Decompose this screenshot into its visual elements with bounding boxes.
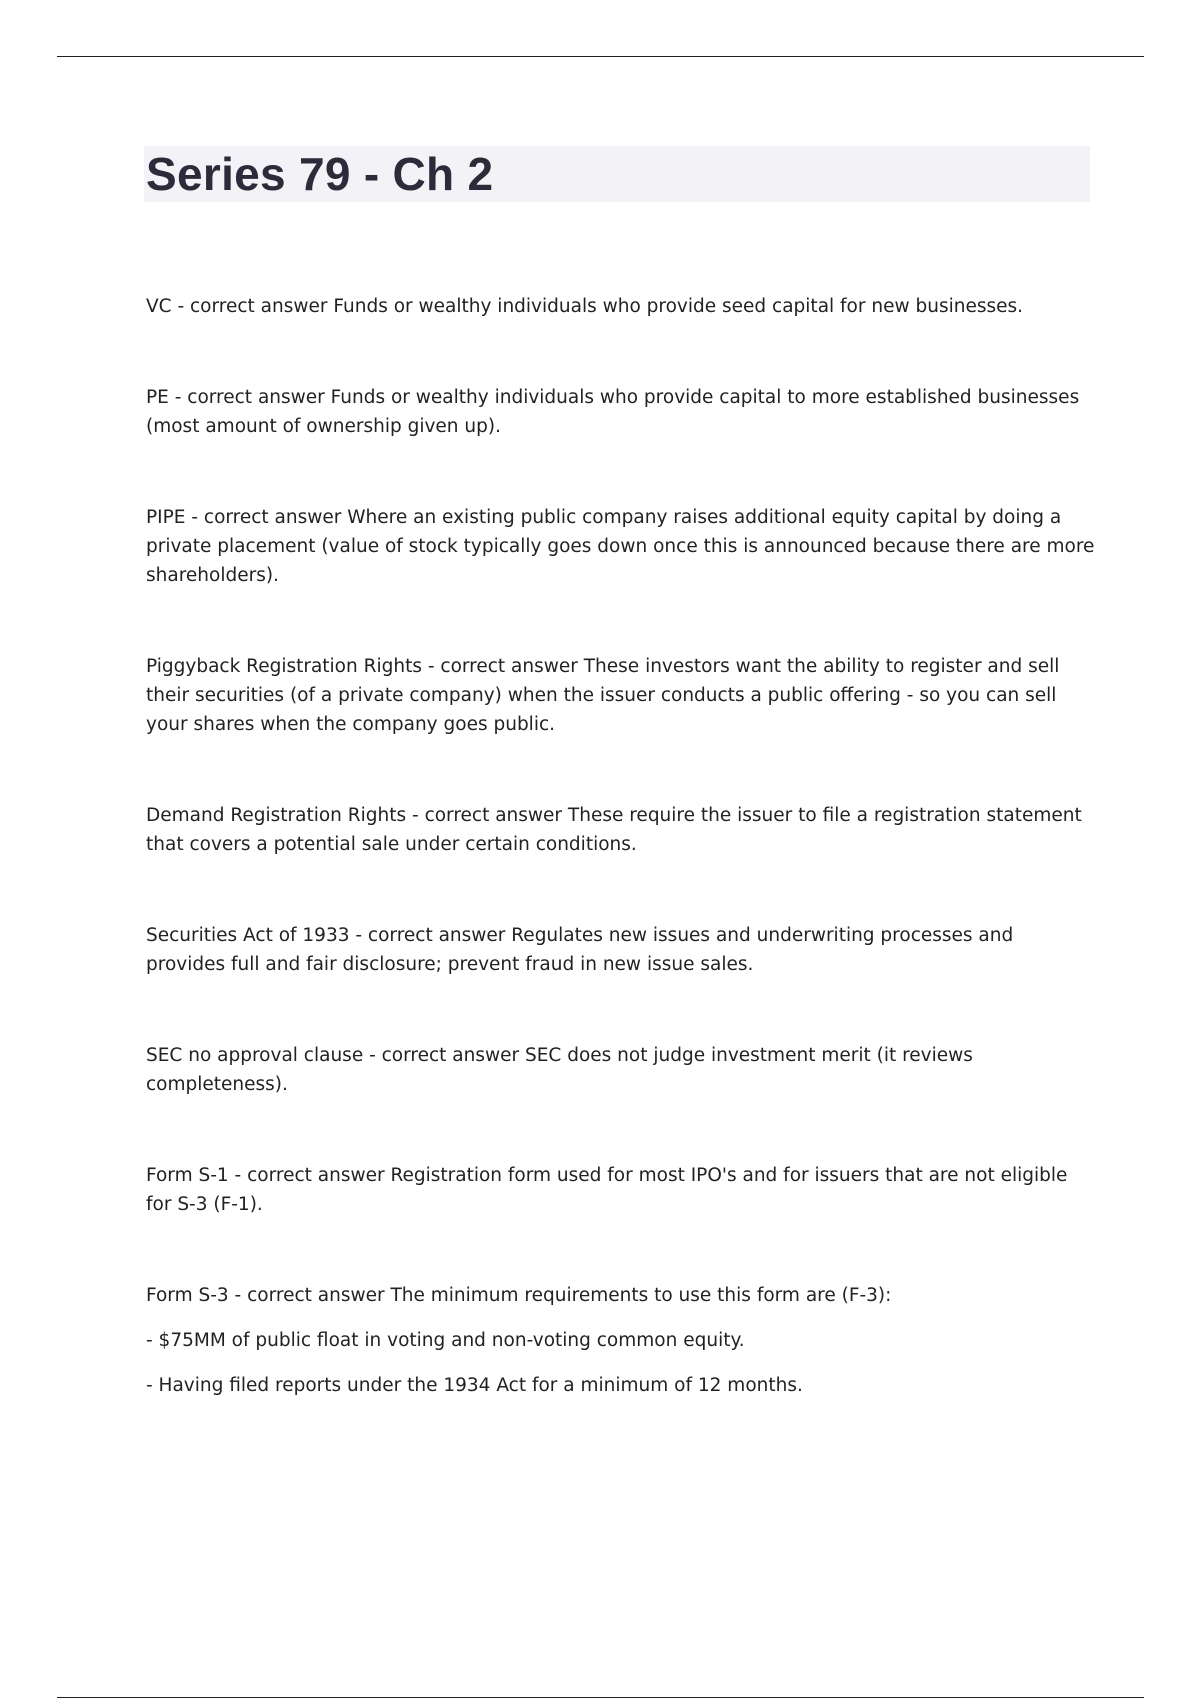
qa-entry-demand (146, 801, 1096, 859)
qa-text: Piggyback Registration Rights - correct answer These investors want the ability to register and sell their securities (of a private company) when the issuer conducts a public offering - so you can sell your shares when the company goes public. (146, 656, 1060, 735)
qa-entry-securities-act (146, 921, 1096, 979)
qa-bullet: - Having filed reports under the 1934 Act for a minimum of 12 months. (146, 1375, 803, 1396)
qa-entry-form-s3 (146, 1281, 1096, 1400)
qa-text: PIPE - correct answer Where an existing public company raises additional equity capital by doing a private placement (value of stock typically goes down once this is announced because there are more shareholders). (146, 507, 1095, 586)
qa-text: VC - correct answer Funds or wealthy individuals who provide seed capital for new businesses. (146, 296, 1024, 317)
qa-entry-pe (146, 383, 1096, 441)
top-rule (57, 56, 1144, 57)
qa-text: PE - correct answer Funds or wealthy individuals who provide capital to more established businesses (most amount of ownership given up). (146, 387, 1080, 437)
qa-entry-vc (146, 292, 1096, 321)
page-title: Series 79 - Ch 2 (146, 148, 494, 200)
qa-text: Form S-1 - correct answer Registration form used for most IPO's and for issuers that are not eligible for S-3 (F-1). (146, 1165, 1068, 1215)
qa-text: Form S-3 - correct answer The minimum requirements to use this form are (F-3): (146, 1285, 892, 1306)
qa-entry-sec-no-approval (146, 1041, 1096, 1099)
qa-entry-piggyback (146, 652, 1096, 739)
qa-entry-pipe (146, 503, 1096, 590)
qa-entry-form-s1 (146, 1161, 1096, 1219)
document-body (146, 292, 1096, 1400)
qa-bullet: - $75MM of public float in voting and non-voting common equity. (146, 1330, 745, 1351)
bottom-rule (57, 1697, 1144, 1698)
qa-text: Demand Registration Rights - correct answer These require the issuer to file a registration statement that covers a potential sale under certain conditions. (146, 805, 1082, 855)
qa-text: Securities Act of 1933 - correct answer Regulates new issues and underwriting processes and provides full and fair disclosure; prevent fraud in new issue sales. (146, 925, 1014, 975)
qa-text: SEC no approval clause - correct answer SEC does not judge investment merit (it reviews completeness). (146, 1045, 973, 1095)
